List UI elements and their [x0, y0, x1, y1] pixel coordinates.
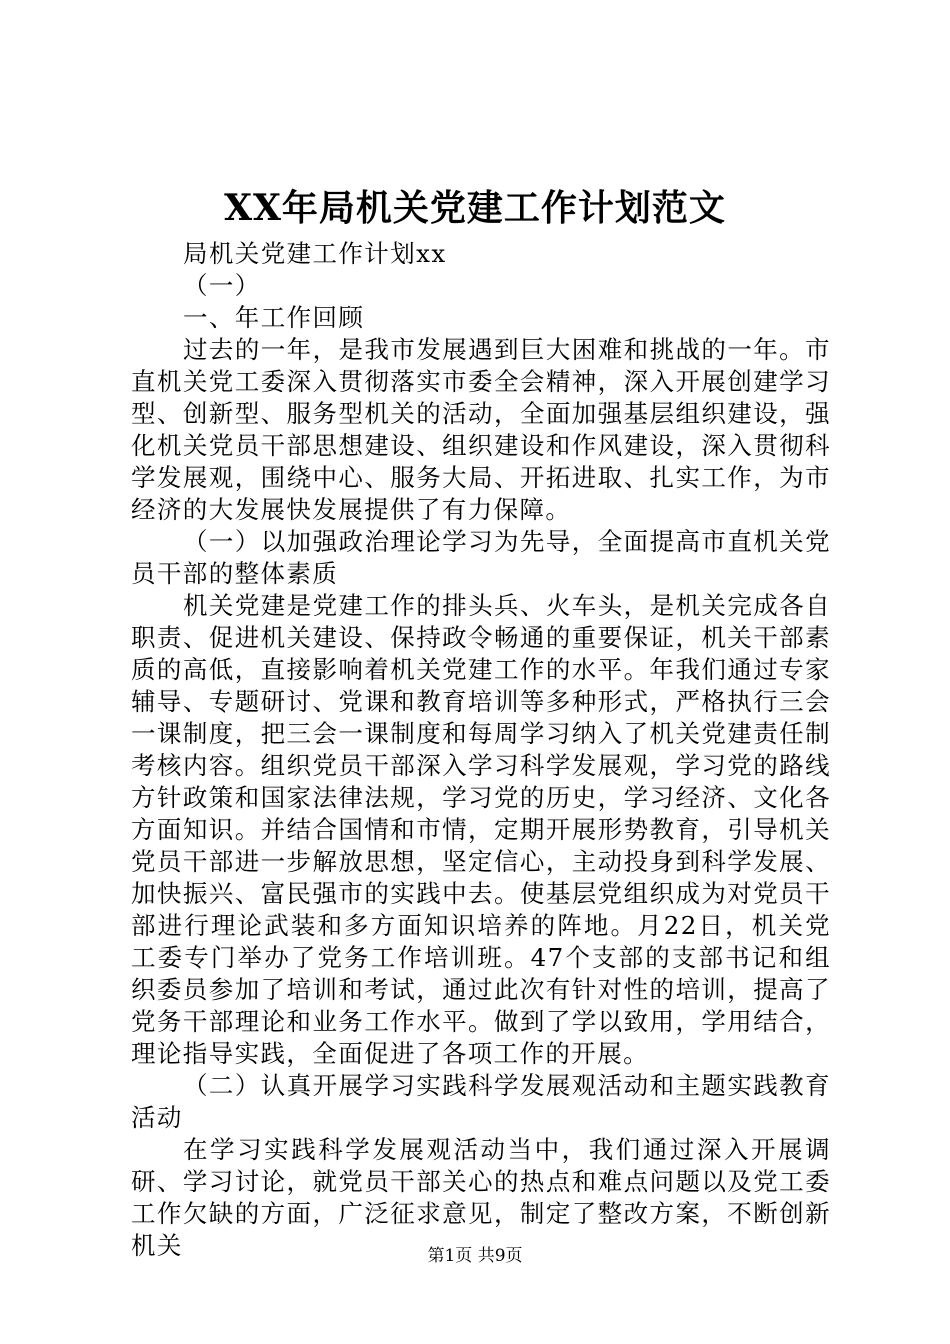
paragraph-review: 过去的一年，是我市发展遇到巨大困难和挑战的一年。市直机关党工委深入贯彻落实市委全会精神，深入开展创建学习型、创新型、服务型机关的活动，全面加强基层组织建设，强化机关党员干部思想建设、组织建设和作风建设，深入贯彻科学发展观，围绕中心、服务大局、开拓进取、扎实工作，为市经济的大发展快发展提供了有力保障。: [131, 335, 831, 524]
page-footer: 第1页 共9页: [427, 1246, 523, 1266]
subheading-practice-activity: （二）认真开展学习实践科学发展观活动和主题实践教育活动: [131, 1071, 831, 1132]
section-heading: 一、年工作回顾: [183, 303, 365, 332]
section-marker: （一）: [183, 271, 261, 300]
subheading-theory-study: （一）以加强政治理论学习为先导，全面提高市直机关党员干部的整体素质: [131, 527, 831, 588]
document-subtitle: 局机关党建工作计划xx: [183, 239, 447, 268]
paragraph-theory-study: 机关党建是党建工作的排头兵、火车头，是机关完成各自职责、促进机关建设、保持政令畅通的重要保证，机关干部素质的高低，直接影响着机关党建工作的水平。年我们通过专家辅导、专题研讨、党课和教育培训等多种形式，严格执行三会一课制度，把三会一课制度和每周学习纳入了机关党建责任制考核内容。组织党员干部深入学习科学发展观，学习党的路线方针政策和国家法律法规，学习党的历史，学习经济、文化各方面知识。并结合国情和市情，定期开展形势教育，引导机关党员干部进一步解放思想，坚定信心，主动投身到科学发展、加快振兴、富民强市的实践中去。使基层党组织成为对党员干部进行理论武装和多方面知识培养的阵地。月22日，机关党工委专门举办了党务工作培训班。47个支部的支部书记和组织委员参加了培训和考试，通过此次有针对性的培训，提高了党务干部理论和业务工作水平。做到了学以致用，学用结合，理论指导实践，全面促进了各项工作的开展。: [131, 591, 831, 1068]
paragraph-practice-activity: 在学习实践科学发展观活动当中，我们通过深入开展调研、学习讨论，就党员干部关心的热点和难点问题以及党工委工作欠缺的方面，广泛征求意见，制定了整改方案，不断创新机关: [131, 1135, 831, 1260]
document-title: XX年局机关党建工作计划范文: [224, 187, 726, 229]
document-body: [131, 238, 831, 1262]
